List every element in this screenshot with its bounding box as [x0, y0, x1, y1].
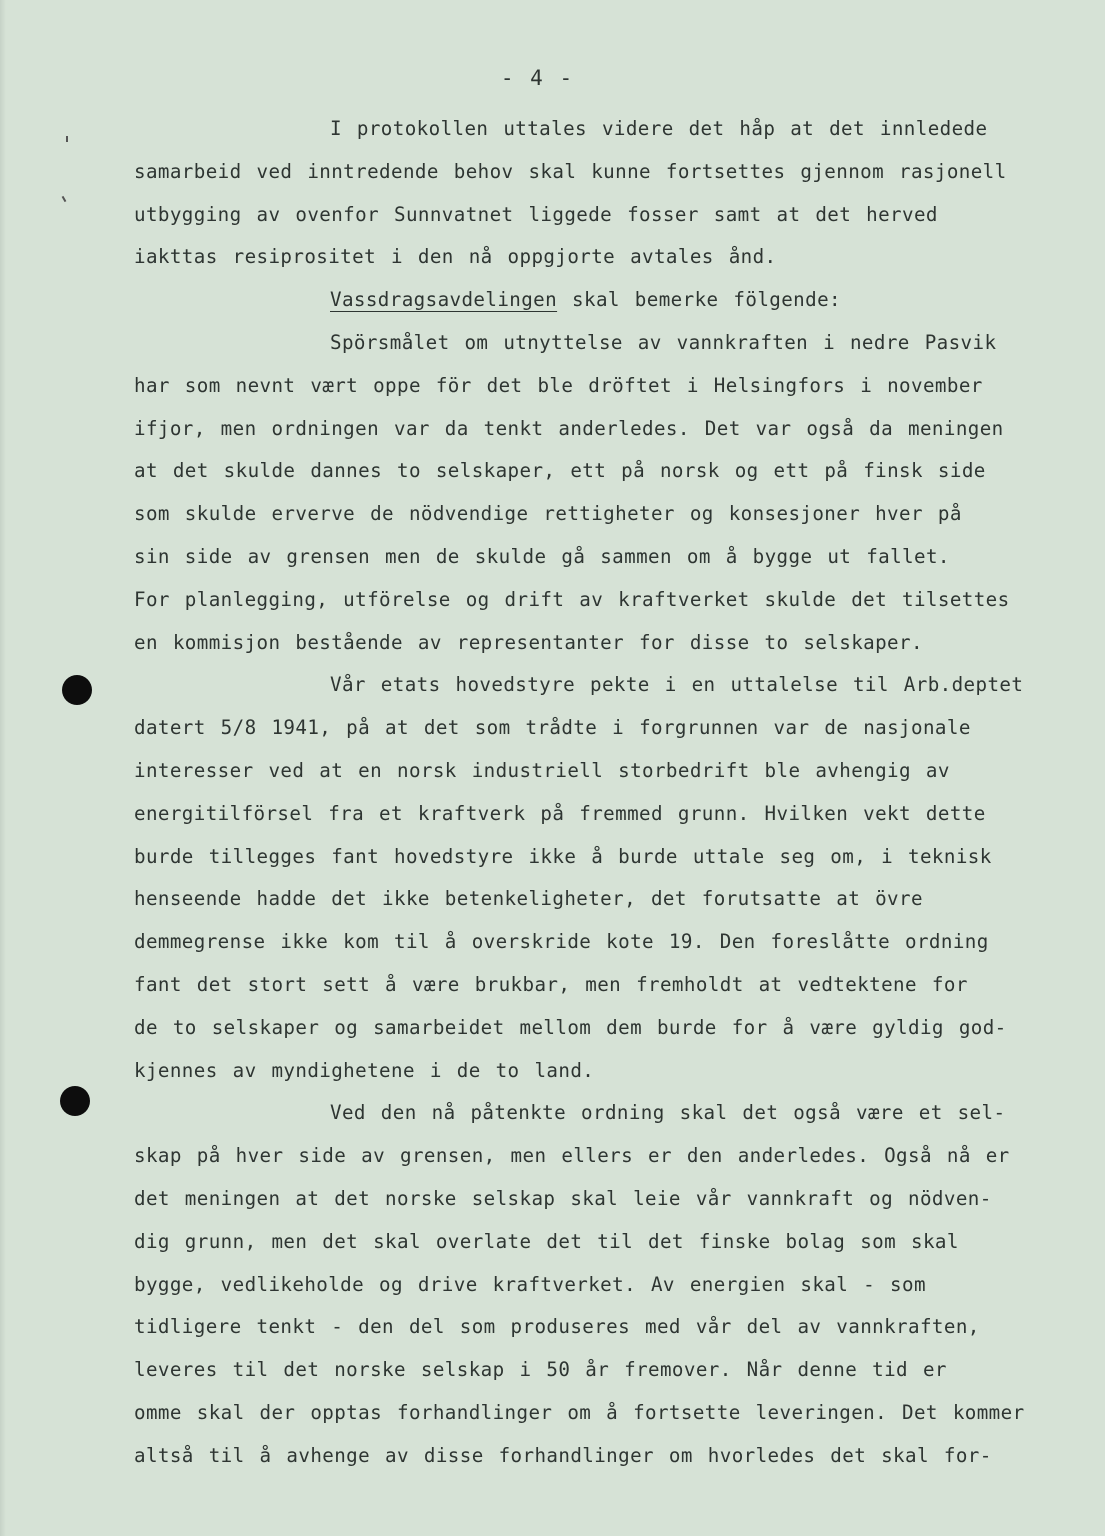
text-line: interesser ved at en norsk industriell storbedrift ble avhengig av [134, 758, 950, 782]
text-line: omme skal der opptas forhandlinger om å fortsette leveringen. Det kommer [134, 1400, 1025, 1424]
text-line: sin side av grensen men de skulde gå sammen om å bygge ut fallet. [134, 544, 950, 568]
text-line: energitilförsel fra et kraftverk på fremmed grunn. Hvilken vekt dette [134, 801, 986, 825]
text-line: har som nevnt vært oppe för det ble dröftet i Helsingfors i november [134, 373, 983, 397]
text-line: at det skulde dannes to selskaper, ett på norsk og ett på finsk side [134, 459, 986, 483]
text-line: datert 5/8 1941, på at det som trådte i forgrunnen var de nasjonale [134, 716, 971, 740]
text-line: burde tillegges fant hovedstyre ikke å burde uttale seg om, i teknisk [134, 844, 992, 868]
text-line: fant det stort sett å være brukbar, men fremholdt at vedtektene for [134, 972, 968, 996]
text-line: henseende hadde det ikke betenkeligheter, det forutsatte at övre [134, 887, 923, 911]
section-heading-rest: skal bemerke fölgende: [557, 288, 841, 312]
punch-hole [60, 1086, 90, 1116]
text-line: tidligere tenkt - den del som produseres med vår del av vannkraften, [134, 1315, 980, 1339]
text-line: For planlegging, utförelse og drift av kraftverket skulde det tilsettes [134, 587, 1010, 611]
text-line: ifjor, men ordningen var da tenkt anderledes. Det var også da meningen [134, 416, 1004, 440]
text-line: en kommisjon bestående av representanter for disse to selskaper. [134, 630, 923, 654]
text-line: bygge, vedlikeholde og drive kraftverket. Av energien skal - som [134, 1272, 926, 1296]
text-line: de to selskaper og samarbeidet mellom dem burde for å være gyldig god- [134, 1015, 1007, 1039]
margin-mark [66, 136, 68, 142]
section-heading: Vassdragsavdelingen [330, 288, 558, 312]
document-body [134, 108, 1064, 1478]
text-line: skap på hver side av grensen, men ellers er den anderledes. Også nå er [134, 1144, 1010, 1168]
text-line: leveres til det norske selskap i 50 år fremover. Når denne tid er [134, 1358, 947, 1382]
text-line: dig grunn, men det skal overlate det til det finske bolag som skal [134, 1229, 959, 1253]
scan-edge [0, 0, 6, 1536]
text-line: Spörsmålet om utnyttelse av vannkraften i nedre Pasvik [330, 330, 997, 354]
text-line: Ved den nå påtenkte ordning skal det også være et sel- [330, 1101, 1006, 1125]
section-heading-line [134, 279, 1064, 322]
text-line: kjennes av myndighetene i de to land. [134, 1058, 595, 1082]
text-line: Vår etats hovedstyre pekte i en uttalelse til Arb.deptet [330, 673, 1024, 697]
text-line: I protokollen uttales videre det håp at det innledede [330, 117, 988, 140]
text-line: som skulde erverve de nödvendige rettigheter og konsesjoner hver på [134, 502, 962, 526]
text-line: det meningen at det norske selskap skal leie vår vannkraft og nödven- [134, 1186, 992, 1210]
text-line: altså til å avhenge av disse forhandlinger om hvorledes det skal for- [134, 1443, 992, 1467]
text-line: utbygging av ovenfor Sunnvatnet liggede fosser samt at det herved [134, 202, 938, 226]
punch-hole [62, 675, 92, 705]
page-number: - 4 - [500, 66, 575, 90]
text-line: iakttas resiprositet i den nå oppgjorte avtales ånd. [134, 245, 777, 269]
text-line: samarbeid ved inntredende behov skal kunne fortsettes gjennom rasjonell [134, 159, 1007, 183]
margin-mark [62, 196, 67, 202]
text-line: demmegrense ikke kom til å overskride kote 19. Den foreslåtte ordning [134, 930, 989, 954]
